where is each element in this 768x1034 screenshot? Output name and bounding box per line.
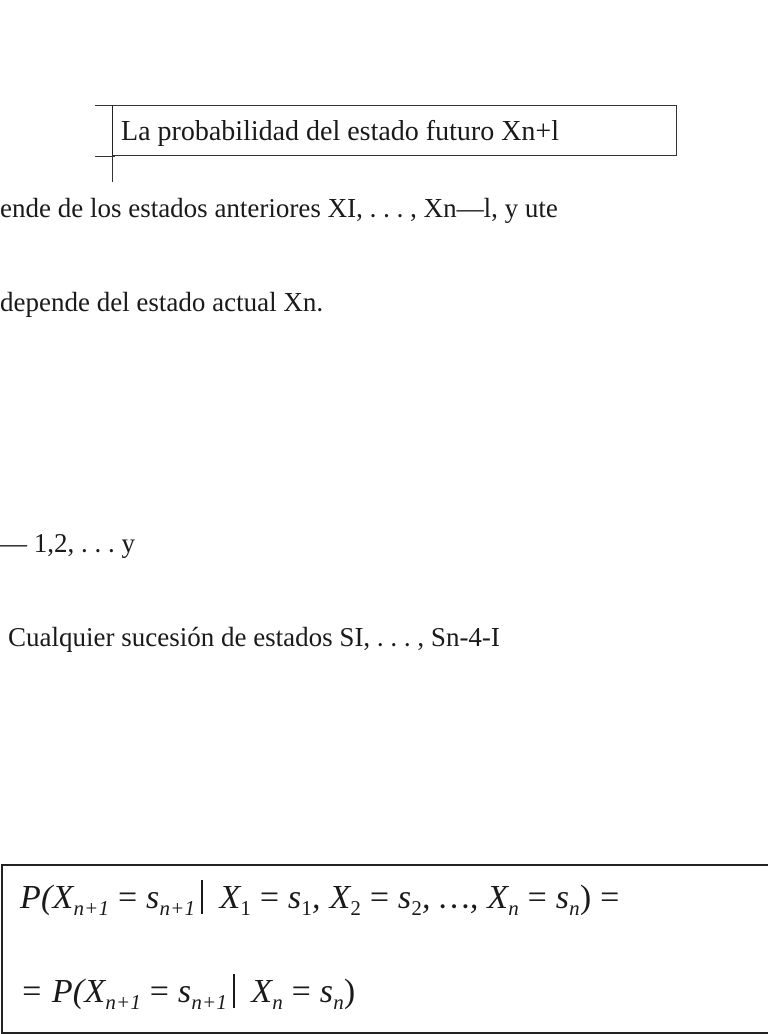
text-line-3: — 1,2, . . . y — [0, 528, 135, 558]
formula-symbol: s — [397, 879, 412, 916]
formula-subscript: n — [508, 896, 519, 920]
formula-symbol: s — [287, 879, 302, 916]
formula-symbol: s — [319, 973, 334, 1010]
formula-operator: ) = — [579, 879, 620, 916]
formula-symbol: = P( — [20, 973, 85, 1010]
formula-operator: ) — [343, 973, 356, 1010]
formula-symbol: s — [555, 879, 570, 916]
formula-symbol: X — [210, 879, 241, 916]
formula-symbol: P( — [20, 879, 53, 916]
formula-operator: = — [361, 879, 398, 916]
formula-symbol: s — [146, 879, 160, 916]
header-rule-vertical — [112, 156, 113, 182]
formula-operator: = — [518, 879, 556, 916]
formula-row-1 — [20, 878, 619, 918]
formula-subscript: n+1 — [191, 990, 228, 1014]
formula-subscript: 2 — [350, 896, 362, 920]
formula-symbol: X — [84, 973, 106, 1010]
formula-symbol: , …, X — [422, 879, 509, 916]
text-line-4: Cualquier sucesión de estados SI, . . . , Sn-4-I — [8, 622, 500, 652]
formula-symbol: , X — [312, 879, 351, 916]
text-line-2: depende del estado actual Xn. — [0, 287, 324, 317]
formula-subscript: 1 — [240, 896, 252, 920]
page-title: La probabilidad del estado futuro Xn+l — [121, 116, 560, 147]
text-line-1: ende de los estados anteriores XI, . . . , Xn—l, y ute — [0, 193, 558, 223]
formula-operator: = — [251, 879, 288, 916]
formula-operator: = — [282, 973, 320, 1010]
formula-symbol: X — [52, 879, 74, 916]
formula-subscript: n+1 — [73, 896, 110, 920]
formula-subscript: n — [569, 896, 580, 920]
formula-operator: = — [141, 973, 178, 1010]
formula-subscript: n+1 — [105, 990, 142, 1014]
formula-subscript: n+1 — [159, 896, 196, 920]
formula-subscript: 1 — [301, 896, 313, 920]
formula-subscript: n — [333, 990, 344, 1014]
conditional-bar — [201, 880, 203, 914]
formula-row-2 — [20, 972, 355, 1012]
formula-operator: = — [109, 879, 147, 916]
formula-symbol: X — [242, 973, 273, 1010]
formula-subscript: n — [272, 990, 283, 1014]
formula-subscript: 2 — [411, 896, 423, 920]
formula-symbol: s — [177, 973, 192, 1010]
conditional-bar — [233, 974, 235, 1008]
